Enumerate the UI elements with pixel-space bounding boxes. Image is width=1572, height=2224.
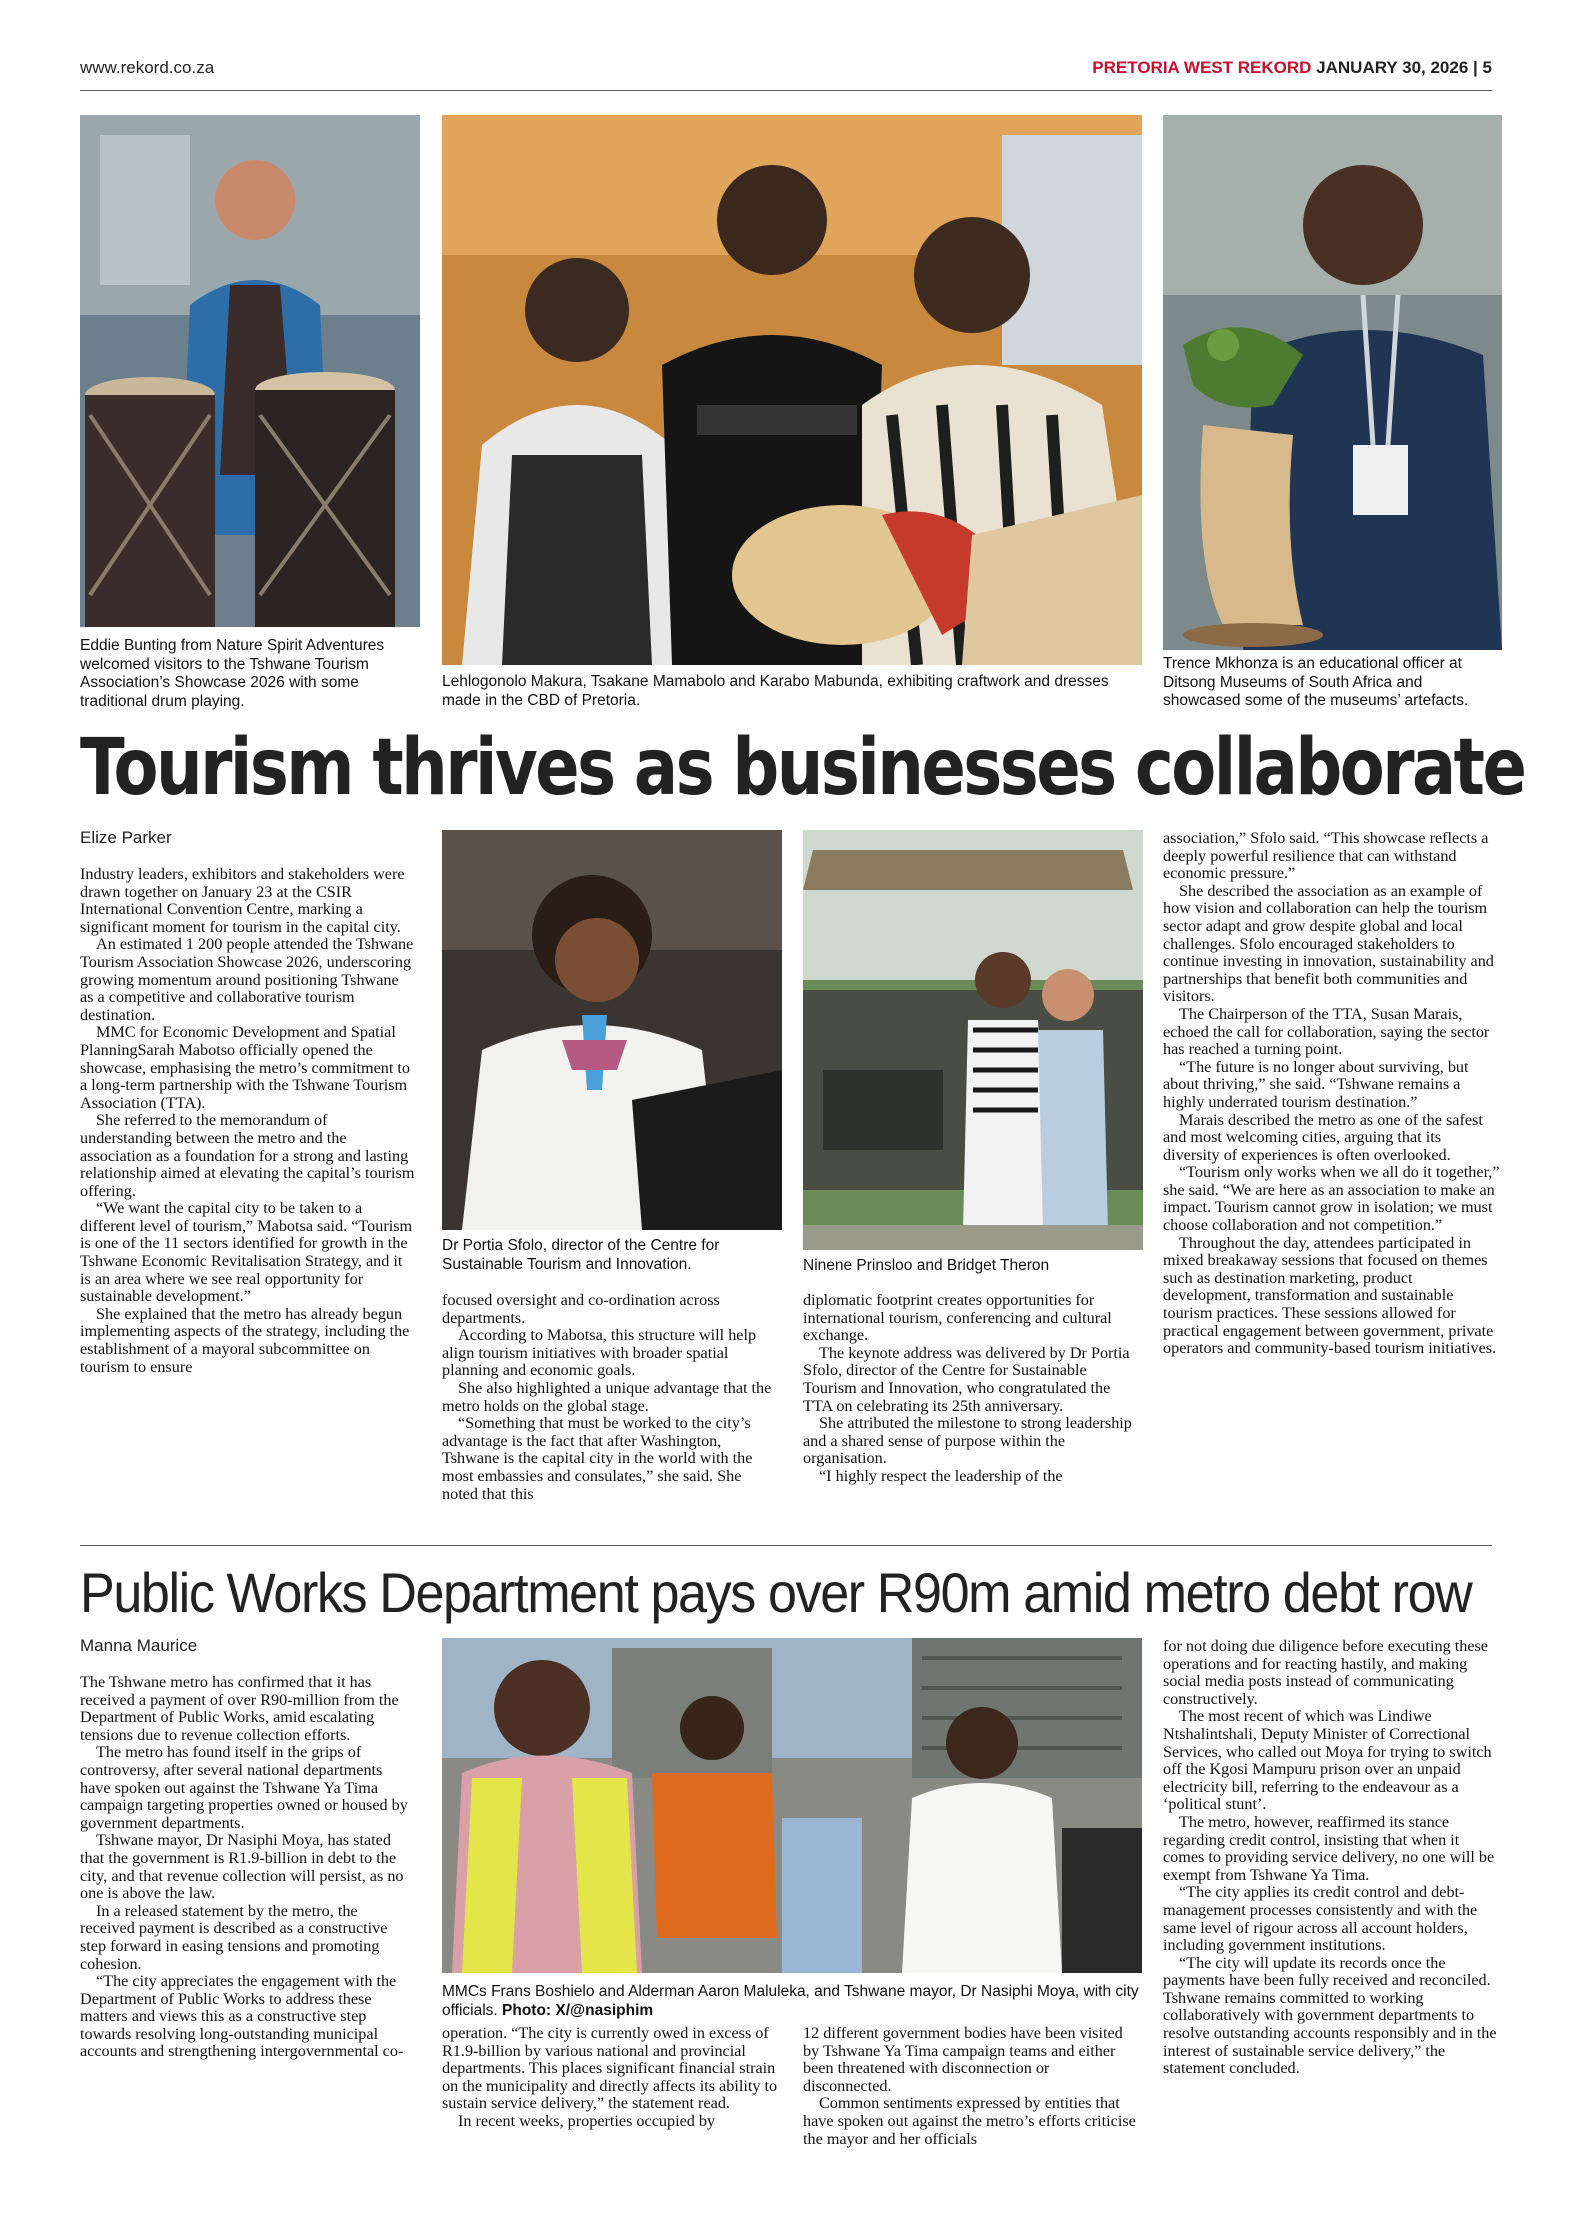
- photo-credit: Photo: X/@nasiphim: [502, 2001, 654, 2019]
- photo-prinsloo-theron: [803, 830, 1143, 1250]
- story1-byline: Elize Parker: [80, 828, 172, 847]
- story2-col4-paragraph: The most recent of which was Lindiwe Ntshalintshali, Deputy Minister of Correctional Services, who called out Moya for trying to switch off the Kgosi Mampuru prison over an unpaid electricity bill, referring to the endeavour as a ‘political stunt’.: [1163, 1707, 1492, 1814]
- story2-col2-paragraph: operation. “The city is currently owed in excess of R1.9-billion by various national and provincial departments. This places significant financial strain on the municipality and directly affects its ability to sustain service delivery,” the statement read.: [442, 2024, 778, 2113]
- story1-headline: Tourism thrives as businesses collaborate: [80, 723, 1525, 813]
- photo-portia-sfolo: [442, 830, 782, 1230]
- story1-col3-paragraph: The keynote address was delivered by Dr Portia Sfolo, director of the Centre for Sustainable Tourism and Innovation, who congratulated the TTA on celebrating its 25th anniversary.: [803, 1343, 1130, 1415]
- story2-col1-paragraph: Tshwane mayor, Dr Nasiphi Moya, has stated that the government is R1.9-billion in debt to the city, and that revenue collection will persist, as no one is above the law.: [80, 1831, 404, 1903]
- story1-col1-paragraph: MMC for Economic Development and Spatial PlanningSarah Mabotso officially opened the showcase, emphasising the metro’s commitment to a long-term partnership with the Tshwane Tourism Association (TTA).: [80, 1023, 410, 1112]
- story1-col2-paragraph: “Something that must be worked to the city’s advantage is the fact that after Washington, Tshwane is the capital city in the world with the most embassies and consulates,” she said. She noted that this: [442, 1414, 753, 1503]
- caption-portia-sfolo: Dr Portia Sfolo, director of the Centre for Sustainable Tourism and Innovation.: [442, 1237, 720, 1273]
- caption-drummer: Eddie Bunting from Nature Spirit Adventures welcomed visitors to the Tshwane Tourism Association’s Showcase 2026 with some traditional drum playing.: [80, 637, 385, 710]
- caption-mayor-text: MMCs Frans Boshielo and Alderman Aaron Maluleka, and Tshwane mayor, Dr Nasiphi Moya, with city officials.: [442, 1983, 1139, 2019]
- story1-col3-paragraph: “I highly respect the leadership of the: [819, 1466, 1063, 1485]
- story1-col4-paragraph: She described the association as an example of how vision and collaboration can help the tourism sector adapt and grow despite global and local challenges. Sfolo encouraged stakeholders to continue investing in innovation, sustainability and partnerships that benefit both communities and visitors.: [1163, 881, 1494, 1006]
- story2-column-2: [442, 2025, 778, 2131]
- page-header-info: [1092, 58, 1492, 78]
- story1-col1-paragraph: An estimated 1 200 people attended the Tshwane Tourism Association Showcase 2026, underscoring growing momentum around positioning Tshwane as a competitive and collaborative tourism destination.: [80, 935, 414, 1024]
- website-url[interactable]: www.rekord.co.za: [80, 58, 215, 77]
- story1-column-2: [442, 1292, 778, 1503]
- story1-col3-paragraph: She attributed the milestone to strong leadership and a shared sense of purpose within the organisation.: [803, 1414, 1132, 1468]
- photo-drummer: [80, 115, 420, 627]
- header-separator: |: [1473, 58, 1478, 77]
- story1-col2-paragraph: focused oversight and co-ordination across departments.: [442, 1291, 720, 1327]
- story2-column-4: [1163, 1638, 1501, 2078]
- story2-col1-paragraph: “The city appreciates the engagement with the Department of Public Works to address these matters and views this as a constructive step towards resolving long-outstanding municipal accounts and strengthening intergovernmental co-: [80, 1972, 404, 2061]
- story2-col2-paragraph: In recent weeks, properties occupied by: [458, 2111, 716, 2130]
- photo-museum-officer: [1163, 115, 1502, 650]
- story1-col4-paragraph: association,” Sfolo said. “This showcase reflects a deeply powerful resilience that can withstand economic pressure.”: [1163, 829, 1489, 883]
- story2-col3-paragraph: 12 different government bodies have been visited by Tshwane Ya Tima campaign teams and either been threatened with disconnection or disconnected.: [803, 2024, 1123, 2095]
- story2-headline: Public Works Department pays over R90m amid metro debt row: [80, 1561, 1472, 1624]
- story1-col4-paragraph: Throughout the day, attendees participated in mixed breakaway sessions that focused on themes such as destination marketing, product development, transformation and sustainable tourism practices. These sessions allowed for practical engagement between government, private operators and community-based tourism initiatives.: [1163, 1233, 1497, 1358]
- story1-column-3: [803, 1292, 1139, 1486]
- story1-col2-paragraph: According to Mabotsa, this structure will help align tourism initiatives with broader spatial planning and economic goals.: [442, 1326, 757, 1380]
- story2-col4-paragraph: “The city will update its records once the payments have been fully received and reconciled. Tshwane remains committed to working collaboratively with government departments to resolve outstanding accounts responsibly and in the interest of sustainable service delivery,” the statement concluded.: [1163, 1953, 1497, 2078]
- story2-col1-paragraph: The metro has found itself in the grips of controversy, after several national departments have spoken out against the Tshwane Ya Tima campaign targeting properties owned or housed by government departments.: [80, 1743, 408, 1832]
- story1-column-4: [1163, 830, 1501, 1358]
- story1-col3-paragraph: diplomatic footprint creates opportunities for international tourism, conferencing and cultural exchange.: [803, 1291, 1112, 1345]
- header-rule: [80, 90, 1492, 91]
- story2-col4-paragraph: The metro, however, reaffirmed its stance regarding credit control, insisting that when it comes to providing service delivery, no one will be exempt from Tshwane Ya Tima.: [1163, 1812, 1495, 1884]
- page-number: 5: [1482, 58, 1492, 77]
- story1-col1-paragraph: Industry leaders, exhibitors and stakeholders were drawn together on January 23 at the CSIR International Convention Centre, marking a significant moment for tourism in the capital city.: [80, 865, 405, 936]
- photo-craft-exhibitors: [442, 115, 1142, 665]
- story2-col3-paragraph: Common sentiments expressed by entities that have spoken out against the metro’s efforts criticise the mayor and her officials: [803, 2094, 1136, 2148]
- caption-mayor-officials: [442, 1983, 1142, 2020]
- story2-col4-paragraph: for not doing due diligence before executing these operations and for reacting hastily, and making social media posts instead of communicating constructively.: [1163, 1637, 1488, 1708]
- photo-mayor-officials: [442, 1638, 1142, 1973]
- caption-museum-officer: Trence Mkhonza is an educational officer at Ditsong Museums of South Africa and showcased some of the museums’ artefacts.: [1163, 655, 1469, 709]
- story1-col2-paragraph: She also highlighted a unique advantage that the metro holds on the global stage.: [442, 1378, 772, 1415]
- issue-date: JANUARY 30, 2026: [1316, 58, 1469, 77]
- story1-col1-paragraph: She referred to the memorandum of understanding between the metro and the association as a foundation for a strong and lasting relationship aimed at elevating the capital’s tourism offering.: [80, 1111, 415, 1200]
- publication-name: PRETORIA WEST REKORD: [1092, 58, 1312, 77]
- story1-col1-paragraph: “We want the capital city to be taken to a different level of tourism,” Mabotsa said. “Tourism is one of the 11 sectors identified for growth in the Tshwane Economic Revitalisation Strategy, and it is an area where we see real opportunity for sustainable development.”: [80, 1199, 413, 1306]
- story2-col4-paragraph: “The city applies its credit control and debt-management processes consistently and with the same level of rigour across all account holders, including government institutions.: [1163, 1883, 1478, 1955]
- story1-col4-paragraph: “The future is no longer about surviving, but about thriving,” she said. “Tshwane remains a highly underrated tourism destination.”: [1163, 1057, 1469, 1111]
- caption-craft-exhibitors: Lehlogonolo Makura, Tsakane Mamabolo and Karabo Mabunda, exhibiting craftwork and dresses made in the CBD of Pretoria.: [442, 673, 1109, 709]
- story-divider: [80, 1545, 1492, 1546]
- story1-col4-paragraph: The Chairperson of the TTA, Susan Marais, echoed the call for collaboration, saying the sector has reached a turning point.: [1163, 1004, 1490, 1059]
- caption-prinsloo-theron: Ninene Prinsloo and Bridget Theron: [803, 1257, 1050, 1274]
- story2-col1-paragraph: The Tshwane metro has confirmed that it has received a payment of over R90-million from the Department of Public Works, amid escalating tensions due to revenue collection efforts.: [80, 1673, 399, 1744]
- story1-col4-paragraph: “Tourism only works when we all do it together,” she said. “We are here as an association to make an impact. Tourism cannot grow in isolation; we must choose collaboration and not competition.”: [1163, 1163, 1500, 1235]
- story2-byline: Manna Maurice: [80, 1636, 198, 1655]
- story1-col1-paragraph: She explained that the metro has already begun implementing aspects of the strategy, including the establishment of a mayoral subcommittee on tourism to ensure: [80, 1304, 410, 1376]
- story2-column-3: [803, 2025, 1139, 2148]
- story1-column-1: [80, 866, 416, 1376]
- story2-column-1: [80, 1674, 416, 2061]
- story1-col4-paragraph: Marais described the metro as one of the safest and most welcoming cities, arguing that its diversity of experiences is often overlooked.: [1163, 1110, 1483, 1164]
- story2-col1-paragraph: In a released statement by the metro, the received payment is described as a constructive step forward in easing tensions and promoting cohesion.: [80, 1901, 388, 1973]
